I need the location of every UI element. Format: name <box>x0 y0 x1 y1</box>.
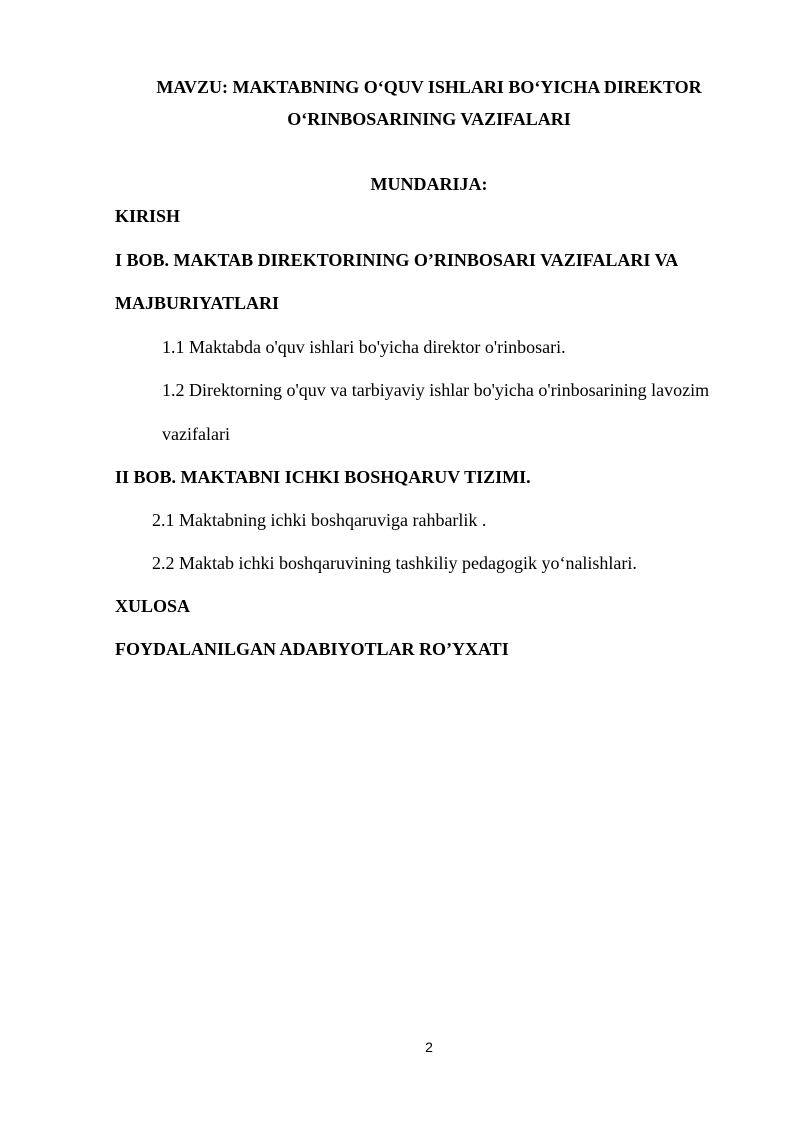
toc-chapter-1-line-1: I BOB. MAKTAB DIREKTORINING O’RINBOSARI VAZIFALARI VA <box>115 250 679 270</box>
toc-section-2-2: 2.2 Maktab ichki boshqaruvining tashkiliy pedagogik yo‘nalishlari. <box>152 553 637 573</box>
toc-section-2-1: 2.1 Maktabning ichki boshqaruviga rahbarlik . <box>152 510 487 530</box>
toc-section-1-2-line-2: vazifalari <box>162 424 230 444</box>
toc-chapter-1-line-2: MAJBURIYATLARI <box>115 293 280 313</box>
toc-chapter-2: II BOB. MAKTABNI ICHKI BOSHQARUV TIZIMI. <box>115 467 531 487</box>
document-title-line-1: MAVZU: MAKTABNING O‘QUV ISHLARI BO‘YICHA DIREKTOR <box>156 77 702 97</box>
document-title-line-2: O‘RINBOSARINING VAZIFALARI <box>287 109 571 129</box>
toc-section-1-1: 1.1 Maktabda o'quv ishlari bo'yicha direktor o'rinbosari. <box>162 337 566 357</box>
toc-section-1-2-line-1: 1.2 Direktorning o'quv va tarbiyaviy ishlar bo'yicha o'rinbosarining lavozim <box>162 380 710 400</box>
toc-conclusion: XULOSA <box>115 596 191 616</box>
page-number: 2 <box>425 1039 433 1055</box>
toc-intro: KIRISH <box>115 206 181 226</box>
toc-references: FOYDALANILGAN ADABIYOTLAR RO’YXATI <box>115 639 509 659</box>
contents-heading: MUNDARIJA: <box>370 174 488 194</box>
